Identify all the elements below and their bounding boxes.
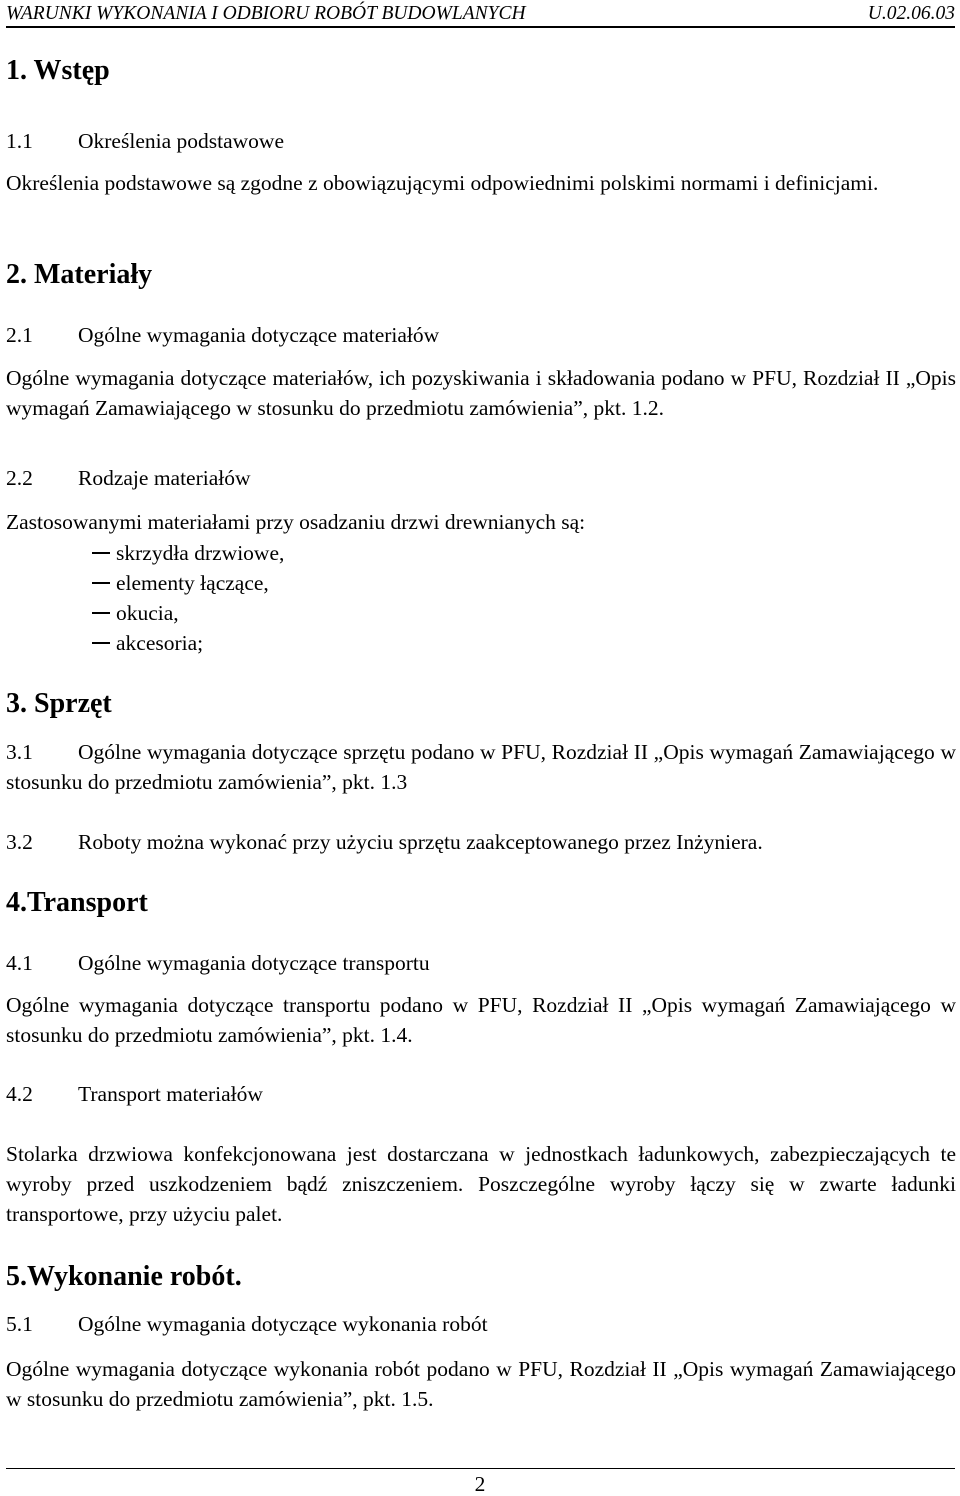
subsection-number: 4.2 — [6, 1082, 33, 1106]
list-item: elementy łączące, — [6, 568, 956, 598]
document-title: WARUNKI WYKONANIA I ODBIORU ROBÓT BUDOWLANYCH — [6, 3, 526, 24]
section-3-heading: 3. Sprzęt — [6, 688, 112, 719]
subsection-number: 3.1 — [6, 740, 33, 764]
subsection-title: Określenia podstawowe — [78, 129, 284, 153]
footer-divider — [6, 1468, 955, 1469]
page-header — [6, 2, 955, 28]
paragraph-4-1: Ogólne wymagania dotyczące transportu podano w PFU, Rozdział II „Opis wymagań Zamawiającego w stosunku do przedmiotu zamówienia”, pkt. 1.4. — [6, 993, 956, 1047]
section-1-heading: 1. Wstęp — [6, 55, 110, 86]
subsection-number: 1.1 — [6, 129, 33, 153]
paragraph-4-2: Stolarka drzwiowa konfekcjonowana jest dostarczana w jednostkach ładunkowych, zabezpieczających te wyroby przed uszkodzeniem bądź zniszczeniem. Poszczególne wyroby łączy się w zwarte ładunki transportowe, przy użyciu palet. — [6, 1142, 956, 1226]
subsection-title: Rodzaje materiałów — [78, 466, 251, 490]
page-number: 2 — [474, 1472, 486, 1496]
subsection-4-2 — [6, 1079, 956, 1109]
subsection-number: 2.2 — [6, 466, 33, 490]
dash-bullet-icon — [92, 582, 110, 584]
list-item: skrzydła drzwiowe, — [6, 538, 956, 568]
paragraph-1-1: Określenia podstawowe są zgodne z obowiązującymi odpowiednimi polskimi normami i definicjami. — [6, 171, 879, 195]
subsection-title: Ogólne wymagania dotyczące wykonania robót — [78, 1312, 488, 1336]
subsection-title: Ogólne wymagania dotyczące transportu — [78, 951, 430, 975]
paragraph-2-2: Zastosowanymi materiałami przy osadzaniu drzwi drewnianych są: — [6, 510, 586, 534]
subsection-4-1 — [6, 948, 956, 978]
subsection-title: Transport materiałów — [78, 1082, 263, 1106]
document-code: U.02.06.03 — [867, 3, 955, 24]
list-item: okucia, — [6, 598, 956, 628]
subsection-3-1 — [6, 737, 956, 797]
list-item: akcesoria; — [6, 628, 956, 658]
dash-bullet-icon — [92, 612, 110, 614]
dash-bullet-icon — [92, 642, 110, 644]
subsection-title: Ogólne wymagania dotyczące materiałów — [78, 323, 440, 347]
subsection-3-2 — [6, 827, 956, 857]
section-5-heading: 5.Wykonanie robót. — [6, 1261, 242, 1292]
subsection-text: Ogólne wymagania dotyczące sprzętu podano w PFU, Rozdział II „Opis wymagań Zamawiającego w stosunku do przedmiotu zamówienia”, pkt. 1.3 — [6, 740, 956, 794]
subsection-2-2 — [6, 463, 956, 493]
subsection-number: 5.1 — [6, 1312, 33, 1336]
paragraph-2-1: Ogólne wymagania dotyczące materiałów, ich pozyskiwania i składowania podano w PFU, Rozdział II „Opis wymagań Zamawiającego w stosunku do przedmiotu zamówienia”, pkt. 1.2. — [6, 366, 956, 420]
subsection-5-1 — [6, 1309, 956, 1339]
subsection-1-1 — [6, 126, 956, 156]
paragraph-5-1: Ogólne wymagania dotyczące wykonania robót podano w PFU, Rozdział II „Opis wymagań Zamawiającego w stosunku do przedmiotu zamówienia”, pkt. 1.5. — [6, 1357, 956, 1411]
subsection-2-1 — [6, 320, 956, 350]
dash-bullet-icon — [92, 552, 110, 554]
subsection-number: 3.2 — [6, 830, 33, 854]
section-2-heading: 2. Materiały — [6, 259, 153, 290]
subsection-number: 4.1 — [6, 951, 33, 975]
subsection-text: Roboty można wykonać przy użyciu sprzętu zaakceptowanego przez Inżyniera. — [78, 830, 763, 854]
subsection-number: 2.1 — [6, 323, 33, 347]
section-4-heading: 4.Transport — [6, 887, 148, 918]
materials-list — [6, 538, 956, 658]
